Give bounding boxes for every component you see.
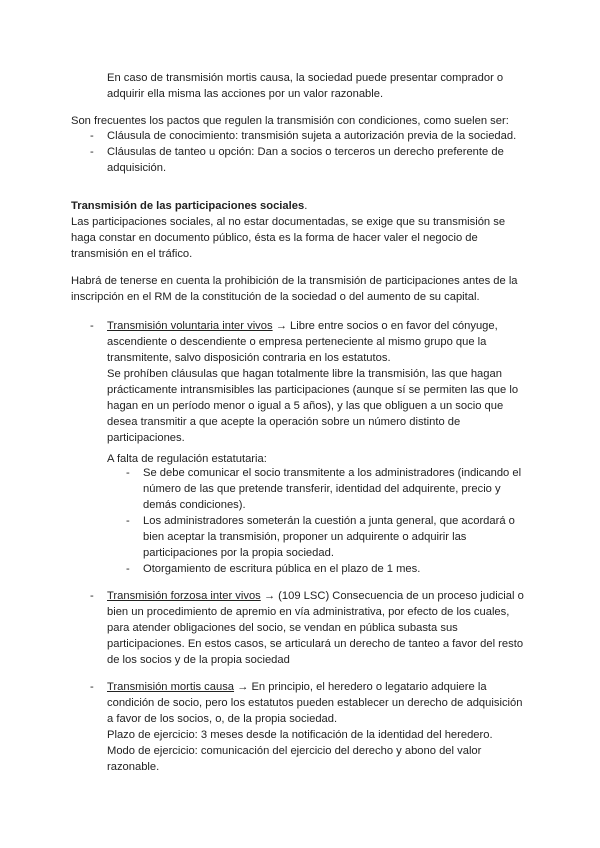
s1-falta: A falta de regulación estatutaria: [107, 453, 267, 465]
para1-line-3: transmisión en el tráfico. [71, 248, 193, 260]
section-heading [71, 198, 307, 214]
pactos-item-2-line-2: adquisición. [107, 162, 167, 174]
top-line-2: adquirir ella misma las acciones por un valor razonable. [107, 88, 384, 100]
s1-line-6: desea transmitir a que acepte la operación sobre un número distinto de [107, 416, 461, 428]
s1-sub3-line-1: Otorgamiento de escritura pública en el plazo de 1 mes. [143, 563, 421, 575]
s3-line-4: Modo de ejercicio: comunicación del ejercicio del derecho y abono del valor [107, 745, 482, 757]
s1-sub2-dash: - [126, 515, 130, 527]
s3-line-5: razonable. [107, 761, 160, 773]
s1-sub2-line-1: Los administradores someterán la cuestión a junta general, que acordará o [143, 515, 515, 527]
pactos-intro: Son frecuentes los pactos que regulen la transmisión con condiciones, como suelen ser: [71, 115, 509, 127]
section-heading-period: . [304, 200, 308, 212]
top-line-1: En caso de transmisión mortis causa, la sociedad puede presentar comprador o [107, 72, 504, 84]
s1-sub1-line-2: número de las que pretende transferir, identidad del adquirente, precio y [143, 483, 501, 495]
s1-line-3: Se prohíben cláusulas que hagan totalmente libre la transmisión, las que hagan [107, 368, 502, 380]
s2-line-1: bien un procedimiento de apremio en vía administrativa, por efecto de los cuales, [107, 606, 510, 618]
para1-line-1: Las participaciones sociales, al no estar documentadas, se exige que su transmisión se [71, 216, 506, 228]
s2-first-line [107, 588, 524, 604]
pactos-item-2-line-1: Cláusulas de tanteo u opción: Dan a socios o terceros un derecho preferente de [107, 146, 504, 158]
section-heading-text: Transmisión de las participaciones sociales [71, 200, 305, 212]
pactos-item-1: Cláusula de conocimiento: transmisión sujeta a autorización previa de la sociedad. [107, 130, 517, 142]
s1-dash: - [90, 320, 94, 332]
pactos-item-2-dash: - [90, 146, 94, 158]
s2-line-3: participaciones. En estos casos, se articulará un derecho de tanteo a favor del resto [107, 638, 524, 650]
s1-line-5: hagan en un período menor o igual a 5 años), y las que obliguen a un socio que [107, 400, 504, 412]
s1-first-rest: → Libre entre socios o en favor del cónyuge, [272, 320, 498, 332]
s1-sub1-line-3: demás condiciones). [143, 499, 246, 511]
s1-line-7: participaciones. [107, 432, 185, 444]
s1-title: Transmisión voluntaria inter vivos [107, 320, 273, 332]
s1-sub3-dash: - [126, 563, 130, 575]
para2-line-2: inscripción en el RM de la constitución de la sociedad o del aumento de su capital. [71, 291, 480, 303]
para1-line-2: haga constar en documento público, ésta es la forma de hacer valer el negocio de [71, 232, 478, 244]
s2-line-4: de los socios y de la propia sociedad [107, 654, 290, 666]
s3-line-3: Plazo de ejercicio: 3 meses desde la notificación de la identidad del heredero. [107, 729, 493, 741]
s1-line-4: prácticamente intransmisibles las participaciones (aunque sí se permiten las que lo [107, 384, 519, 396]
s2-line-2: para atender obligaciones del socio, se vendan en pública subasta sus [107, 622, 458, 634]
s2-first-rest: → (109 LSC) Consecuencia de un proceso judicial o [260, 590, 524, 602]
s2-dash: - [90, 590, 94, 602]
s1-sub2-line-3: participaciones por la propia sociedad. [143, 547, 334, 559]
s3-dash: - [90, 681, 94, 693]
s1-line-2: transmitente, salvo disposición contraria en los estatutos. [107, 352, 391, 364]
s3-line-1: condición de socio, pero los estatutos pueden establecer un derecho de adquisición [107, 697, 523, 709]
s1-sub1-dash: - [126, 467, 130, 479]
s2-title: Transmisión forzosa inter vivos [107, 590, 261, 602]
s3-title: Transmisión mortis causa [107, 681, 235, 693]
s3-first-rest: → En principio, el heredero o legatario adquiere la [234, 681, 487, 693]
pactos-item-1-dash: - [90, 130, 94, 142]
s1-sub1-line-1: Se debe comunicar el socio transmitente a los administradores (indicando el [143, 467, 522, 479]
para2-line-1: Habrá de tenerse en cuenta la prohibición de la transmisión de participaciones antes de la [71, 275, 518, 287]
s1-first-line [107, 318, 498, 334]
s3-first-line [107, 679, 487, 695]
s1-line-1: ascendiente o descendiente o empresa perteneciente al mismo grupo que la [107, 336, 487, 348]
s3-line-2: a favor de los socios, o, de la propia sociedad. [107, 713, 338, 725]
s1-sub2-line-2: bien aceptar la transmisión, proponer un adquirente o adquirir las [143, 531, 467, 543]
